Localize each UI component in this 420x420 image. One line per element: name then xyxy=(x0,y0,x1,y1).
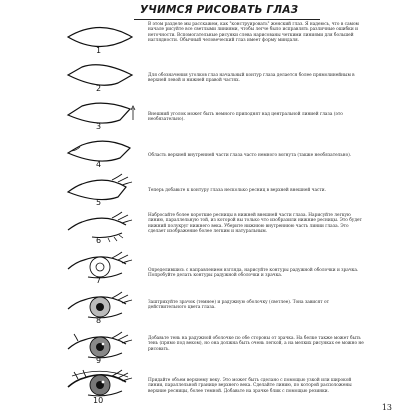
step-number: 1 xyxy=(96,46,102,55)
page-number: 13 xyxy=(381,403,392,412)
step-text: Внешний уголок может быть немного приподнят над центральной линией глаза (это необязательно). xyxy=(148,112,343,123)
page-title: УЧИМСЯ РИСОВАТЬ ГЛАЗ xyxy=(140,4,299,16)
step-number: 4 xyxy=(96,160,102,169)
step-number: 3 xyxy=(96,122,102,131)
step-text: Для обозначения уголков глаз начальный контур глаза делается более прямолинейным в верхней левой и нижней правой частях. xyxy=(148,73,355,84)
step-text: Придайте объем верхнему веку. Это может быть сделано с помощью узкой или широкой линии, параллельной границе верхнего века. Сделайте линию, по которой расположены верхние ресницы, более темной. Добавьте на зрачке блик с помощью резинки. xyxy=(148,378,352,394)
step-number: 8 xyxy=(96,316,102,325)
step-text: Область верхней внутренней части глаза часто немного вогнута (также необязательно). xyxy=(148,153,352,158)
step-text: Заштрихуйте зрачок (темнее) и радужную оболочку (светлее). Тона зависят от действительного цвета глаза. xyxy=(148,300,329,311)
step-number: 2 xyxy=(96,84,102,93)
step-text: Набросайте более короткие ресницы в нижней внешней части глаза. Нарисуйте легкую линию, параллельную той, из которой вы только что изобразили нижние ресницы. Это будет нижний полукруг нижнего века. Уберите нижнюю внутреннюю часть линии глаза. Это сделает изображение более легким и натуральным. xyxy=(148,213,362,235)
step-text: В этом разделе мы расскажем, как "конструировать" женский глаз. Я надеюсь, что в самом начале рисуйте все светлыми линиями, чтобы легче было исправлять различные ошибки и неточности. Вспомогательные рисунки слева нарисованы четкими линиями для большей наглядности. Обычный человеческий глаз имеет форму миндаля. xyxy=(148,22,359,44)
step-text: Определившись с направлением взгляда, нарисуйте контуры радужной оболочки и зрачка. Попробуйте делать контуры радужной оболочки и зрачка. xyxy=(148,268,359,279)
step-number: 5 xyxy=(96,198,102,207)
step-number: 7 xyxy=(96,276,102,285)
step-text: Добавьте тень на радужной оболочке по обе стороны от зрачка. На белке также может быть тень (прямо под веком), но она должна быть очень легкой, а на мелких рисунках ее можно не рисовать. xyxy=(148,336,364,352)
step-number: 6 xyxy=(96,236,102,245)
step-text: Теперь добавьте к контуру глаза несколько ресниц в верхней внешней части. xyxy=(148,188,327,193)
step-number: 10 xyxy=(93,396,104,405)
step-number: 9 xyxy=(96,356,102,365)
